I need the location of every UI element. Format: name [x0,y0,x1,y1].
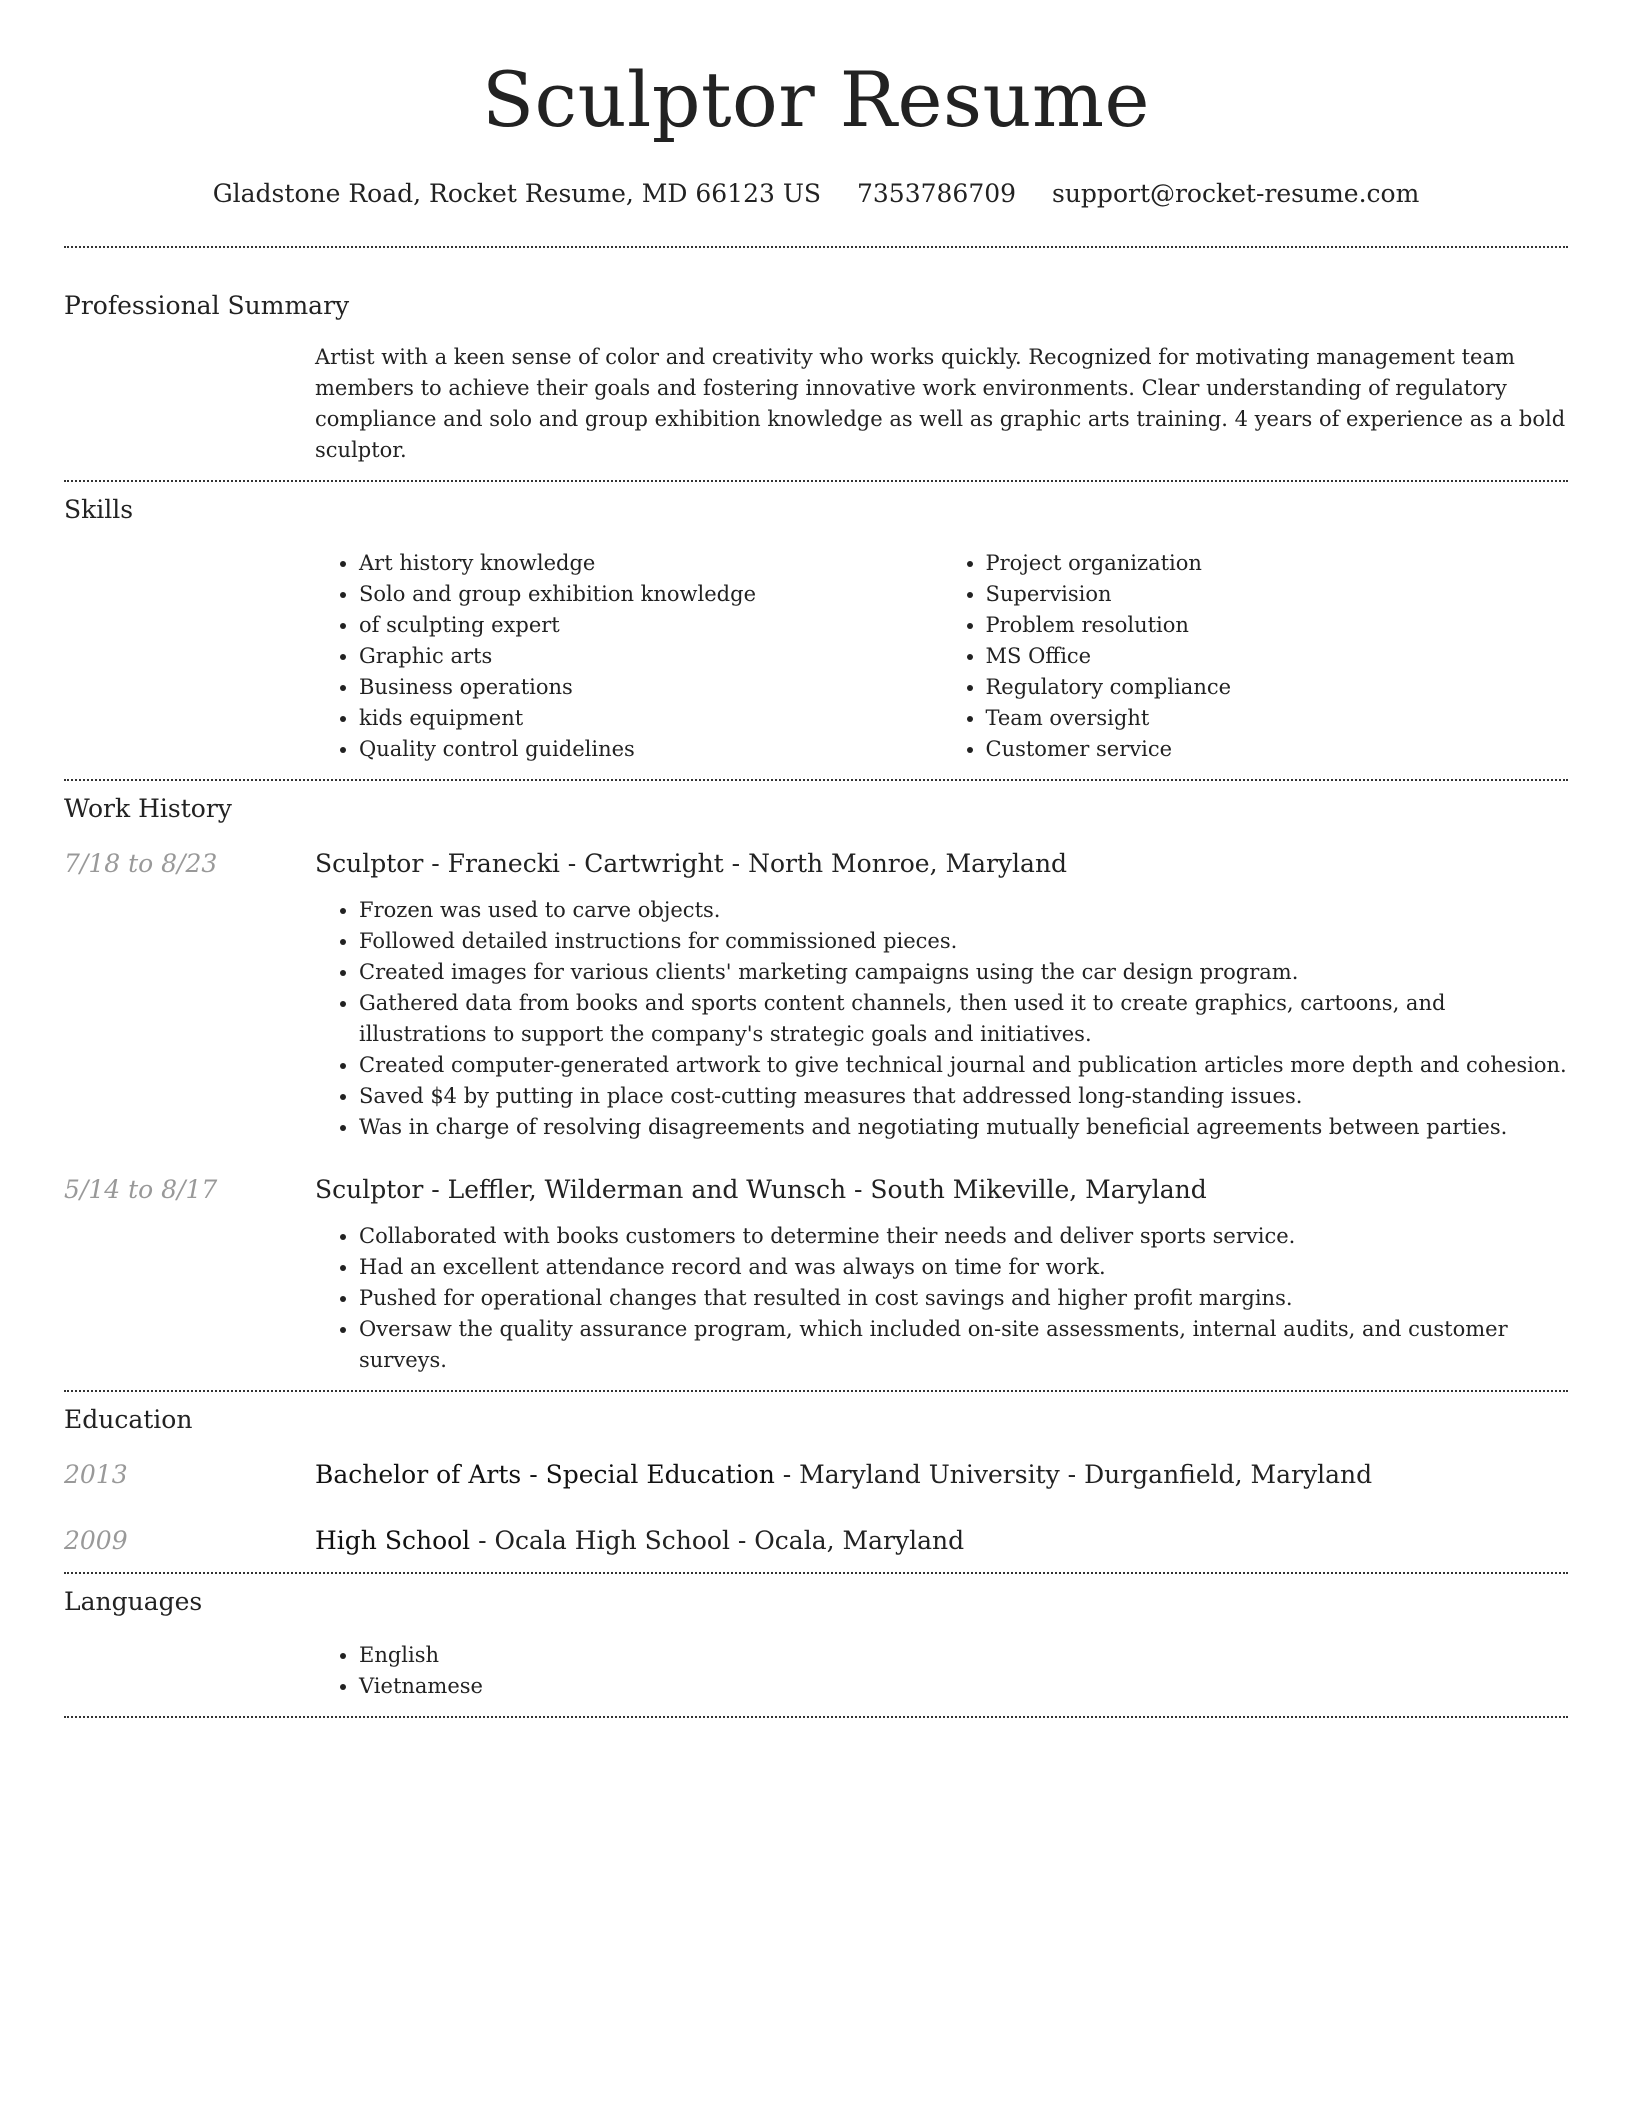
contact-phone: 7353786709 [856,179,1017,208]
skill-item: • Graphic arts [359,641,942,672]
skill-item: • Project organization [986,548,1569,579]
skills-list-left [315,548,942,765]
skill-item: • Customer service [986,734,1569,765]
languages-section [64,1574,1568,1702]
resume-title: Sculptor Resume [481,55,1150,144]
languages-list [315,1640,1568,1702]
summary-section [64,248,1568,466]
education-details: - Ocala High School - Ocala, Maryland [470,1526,965,1555]
languages-heading: Languages [64,1587,203,1616]
job-bullet: • Had an excellent attendance record and was always on time for work. [359,1252,1568,1283]
education-year: 2009 [64,1526,128,1555]
skills-heading: Skills [64,495,134,524]
job-bullet: • Frozen was used to carve objects. [359,895,1568,926]
education-heading: Education [64,1405,193,1434]
skills-columns [315,548,1568,765]
education-entry [64,1458,1568,1492]
job-dates: 5/14 to 8/17 [64,1175,218,1204]
job-bullet: • Collaborated with books customers to determine their needs and deliver sports service. [359,1221,1568,1252]
summary-text: Artist with a keen sense of color and creativity who works quickly. Recognized for motivating management team members to achieve their goals and fostering innovative work environments. Clear understanding of regulatory compliance and solo and group exhibition knowledge as well as graphic arts training. 4 years of experience as a bold sculptor. [315,345,1566,462]
contact-line [64,178,1568,210]
skill-item: • Solo and group exhibition knowledge [359,579,942,610]
job-entry [64,847,1568,1143]
summary-heading: Professional Summary [64,291,350,320]
job-bullet: • Followed detailed instructions for commissioned pieces. [359,926,1568,957]
job-entry [64,1173,1568,1376]
contact-address: Gladstone Road, Rocket Resume, MD 66123 US [212,179,822,208]
job-bullet: • Pushed for operational changes that resulted in cost savings and higher profit margins. [359,1283,1568,1314]
skill-item: • of sculpting expert [359,610,942,641]
job-heading: Sculptor - Leffler, Wilderman and Wunsch - South Mikeville, Maryland [315,1175,1207,1204]
education-heading-line [315,1524,1568,1558]
job-bullet: • Was in charge of resolving disagreements and negotiating mutually beneficial agreements between parties. [359,1112,1568,1143]
job-bullet: • Created computer-generated artwork to give technical journal and publication articles more depth and cohesion. [359,1050,1568,1081]
education-degree: High School [315,1526,471,1555]
skill-item: • Team oversight [986,703,1569,734]
language-item: • English [359,1640,1568,1671]
job-heading: Sculptor - Franecki - Cartwright - North Monroe, Maryland [315,849,1068,878]
education-year: 2013 [64,1460,128,1489]
skill-item: • Business operations [359,672,942,703]
skills-list-right [942,548,1569,765]
education-details: - Maryland University - Durganfield, Maryland [774,1460,1373,1489]
work-section [64,781,1568,1376]
job-bullet: • Saved $4 by putting in place cost-cutting measures that addressed long-standing issues. [359,1081,1568,1112]
job-bullet: • Oversaw the quality assurance program, which included on-site assessments, internal audits, and customer surveys. [359,1314,1568,1376]
job-bullet: • Created images for various clients' marketing campaigns using the car design program. [359,957,1568,988]
job-dates: 7/18 to 8/23 [64,849,218,878]
job-bullets [315,895,1568,1143]
language-item: • Vietnamese [359,1671,1568,1702]
divider [64,1716,1568,1718]
skill-item: • Problem resolution [986,610,1569,641]
skill-item: • Regulatory compliance [986,672,1569,703]
skill-item: • Supervision [986,579,1569,610]
education-degree: Bachelor of Arts - Special Education [315,1460,775,1489]
education-entry [64,1524,1568,1558]
contact-email: support@rocket-resume.com [1052,179,1420,208]
skill-item: • MS Office [986,641,1569,672]
skill-item: • Quality control guidelines [359,734,942,765]
job-bullets [315,1221,1568,1376]
skill-item: • kids equipment [359,703,942,734]
skill-item: • Art history knowledge [359,548,942,579]
education-section [64,1392,1568,1572]
job-bullet: • Gathered data from books and sports content channels, then used it to create graphics, cartoons, and illustrations to support the company's strategic goals and initiatives. [359,988,1568,1050]
education-heading-line [315,1458,1568,1492]
work-heading: Work History [64,794,232,823]
skills-section [64,482,1568,765]
